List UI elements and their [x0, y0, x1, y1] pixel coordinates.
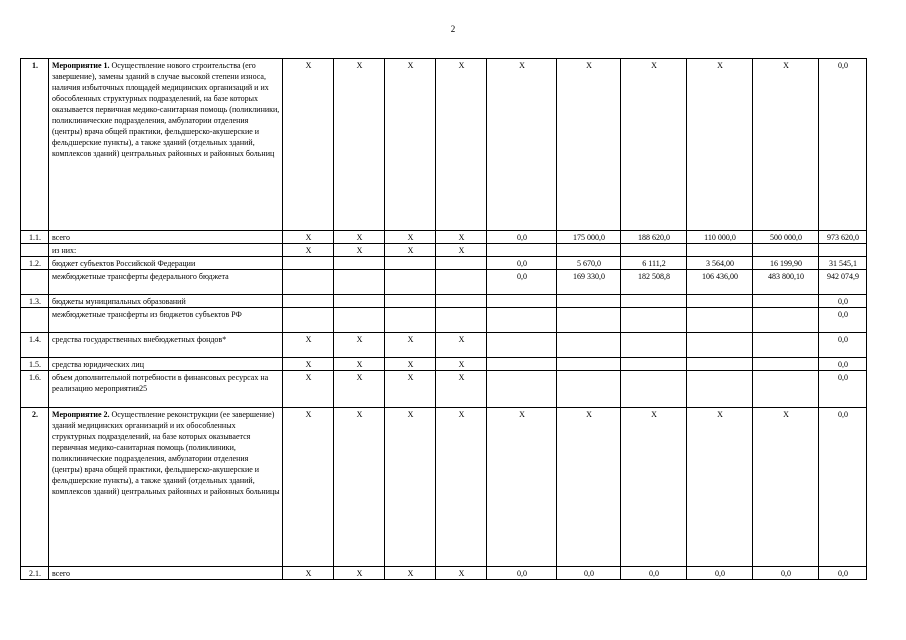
table-cell: [283, 270, 334, 295]
row-name: [49, 333, 283, 358]
table-cell: X: [436, 244, 487, 257]
table-cell: X: [283, 408, 334, 567]
row-name-text: межбюджетные трансферты федерального бюджета: [52, 272, 229, 282]
row-name: [49, 231, 283, 244]
table-cell: X: [283, 231, 334, 244]
table-cell: [753, 244, 819, 257]
table-cell: [283, 308, 334, 333]
table-cell: [621, 371, 687, 408]
row-name: [49, 408, 283, 567]
table-cell: 0,0: [819, 308, 867, 333]
measure-title: Мероприятие 2.: [52, 410, 110, 420]
table-row: [21, 358, 867, 371]
table-cell: [487, 308, 557, 333]
row-name: [49, 270, 283, 295]
table-cell: X: [687, 408, 753, 567]
table-cell: 0,0: [557, 567, 621, 580]
table-cell: [487, 358, 557, 371]
financing-table: [20, 58, 867, 580]
table-row: [21, 257, 867, 270]
row-name-text: Осуществление нового строительства (его завершение), замены зданий в случае высокой степени износа, наличия избыточных площадей медицинских организаций и их обособленных структурных подразделений, на базе которых оказывается первичная медико-санитарная помощь (поликлиники, поликлинические подразделения, амбулатории отделения (центры) врача общей практики, фельдшерско-акушерские и фельдшерские пункты), а также зданий (отдельных зданий, комплексов зданий) центральных районных и районных больниц: [52, 61, 280, 159]
table-row: [21, 371, 867, 408]
table-cell: [487, 333, 557, 358]
table-cell: [621, 295, 687, 308]
row-name-text: из них:: [52, 246, 77, 256]
table-cell: [283, 295, 334, 308]
table-cell: X: [621, 408, 687, 567]
row-name-text: средства юридических лиц: [52, 360, 144, 370]
table-cell: 0,0: [819, 59, 867, 231]
table-cell: X: [621, 59, 687, 231]
table-cell: X: [436, 358, 487, 371]
table-cell: [687, 371, 753, 408]
row-number: 1.5.: [21, 358, 49, 371]
table-cell: [487, 295, 557, 308]
table-cell: 31 545,1: [819, 257, 867, 270]
row-number: [21, 270, 49, 295]
row-number: 1.3.: [21, 295, 49, 308]
table-cell: X: [385, 59, 436, 231]
table-cell: [687, 333, 753, 358]
table-row: [21, 295, 867, 308]
table-cell: X: [557, 59, 621, 231]
table-cell: X: [487, 59, 557, 231]
row-name-text: бюджет субъектов Российской Федерации: [52, 259, 196, 269]
row-name: [49, 308, 283, 333]
table-cell: 16 199,90: [753, 257, 819, 270]
table-row: [21, 231, 867, 244]
table-cell: X: [385, 408, 436, 567]
table-row: [21, 333, 867, 358]
table-cell: X: [283, 358, 334, 371]
table-cell: [385, 308, 436, 333]
table-cell: [487, 244, 557, 257]
table-cell: 942 074,9: [819, 270, 867, 295]
table-cell: X: [687, 59, 753, 231]
table-cell: X: [334, 59, 385, 231]
table-cell: 0,0: [819, 408, 867, 567]
table-cell: X: [385, 244, 436, 257]
table-cell: [819, 244, 867, 257]
table-cell: X: [436, 333, 487, 358]
table-cell: [334, 308, 385, 333]
table-cell: 175 000,0: [557, 231, 621, 244]
table-cell: [621, 333, 687, 358]
table-cell: X: [753, 408, 819, 567]
table-row: [21, 408, 867, 567]
table-row: [21, 270, 867, 295]
table-cell: X: [436, 59, 487, 231]
table-cell: [557, 333, 621, 358]
table-cell: 110 000,0: [687, 231, 753, 244]
table-cell: [334, 295, 385, 308]
table-cell: X: [436, 567, 487, 580]
row-name: [49, 567, 283, 580]
table-cell: [753, 371, 819, 408]
row-name: [49, 257, 283, 270]
table-cell: 182 508,8: [621, 270, 687, 295]
row-name-text: Осуществление реконструкции (ее завершение) зданий медицинских организаций и их обособленных структурных подразделений, на базе которых оказывается первичная медико-санитарная помощь (поликлиники, поликлинические подразделения, амбулатории отделения (центры) врача общей практики, фельдшерско-акушерские и фельдшерские пункты), а также зданий (отдельных зданий, комплексов зданий) центральных районных и районных больницы: [52, 410, 280, 497]
row-name: [49, 244, 283, 257]
table-row: [21, 567, 867, 580]
table-cell: [753, 308, 819, 333]
table-cell: 106 436,00: [687, 270, 753, 295]
table-cell: X: [436, 371, 487, 408]
table-cell: 0,0: [487, 270, 557, 295]
table-cell: [557, 308, 621, 333]
table-cell: [283, 257, 334, 270]
row-name-text: всего: [52, 569, 71, 579]
row-name-text: бюджеты муниципальных образований: [52, 297, 186, 307]
row-name: [49, 371, 283, 408]
table-cell: 0,0: [621, 567, 687, 580]
table-cell: 0,0: [487, 567, 557, 580]
table-cell: 5 670,0: [557, 257, 621, 270]
table-cell: [487, 371, 557, 408]
table-cell: [753, 333, 819, 358]
row-name-text: всего: [52, 233, 71, 242]
row-name-text: межбюджетные трансферты из бюджетов субъектов РФ: [52, 310, 242, 320]
table-cell: X: [436, 408, 487, 567]
table-cell: [436, 308, 487, 333]
row-number: 1.1.: [21, 231, 49, 244]
table-cell: X: [487, 408, 557, 567]
table-cell: X: [385, 333, 436, 358]
table-cell: X: [385, 358, 436, 371]
table-cell: [687, 244, 753, 257]
table-cell: [687, 308, 753, 333]
table-cell: [621, 308, 687, 333]
table-cell: X: [385, 231, 436, 244]
table-cell: X: [334, 371, 385, 408]
table-cell: 0,0: [819, 333, 867, 358]
table-cell: X: [334, 567, 385, 580]
table-cell: [557, 371, 621, 408]
table-cell: 973 620,0: [819, 231, 867, 244]
table-cell: X: [283, 244, 334, 257]
table-cell: [436, 295, 487, 308]
page-number: 2: [450, 24, 456, 34]
table-cell: [436, 257, 487, 270]
table-cell: X: [334, 231, 385, 244]
row-number: 1.4.: [21, 333, 49, 358]
measure-title: Мероприятие 1.: [52, 61, 110, 70]
table-cell: X: [436, 231, 487, 244]
row-name-text: объем дополнительной потребности в финансовых ресурсах на реализацию мероприятия25: [52, 373, 269, 394]
table-cell: [687, 358, 753, 371]
table-cell: X: [385, 567, 436, 580]
table-cell: 6 111,2: [621, 257, 687, 270]
table-cell: 0,0: [819, 295, 867, 308]
table-cell: [621, 358, 687, 371]
row-name-text: средства государственных внебюджетных фондов*: [52, 335, 227, 345]
row-number: 1.: [21, 59, 49, 231]
table-cell: [385, 295, 436, 308]
row-number: 1.2.: [21, 257, 49, 270]
row-name: [49, 358, 283, 371]
table-cell: [621, 244, 687, 257]
table-cell: 3 564,00: [687, 257, 753, 270]
table-cell: [557, 295, 621, 308]
row-name: [49, 59, 283, 231]
table-cell: 0,0: [819, 371, 867, 408]
row-number: 1.6.: [21, 371, 49, 408]
row-number: 2.1.: [21, 567, 49, 580]
table-cell: X: [334, 244, 385, 257]
table-cell: [753, 358, 819, 371]
table-cell: 0,0: [487, 257, 557, 270]
table-cell: 0,0: [487, 231, 557, 244]
table-cell: [753, 295, 819, 308]
table-cell: X: [283, 567, 334, 580]
table-cell: X: [557, 408, 621, 567]
table-cell: X: [334, 358, 385, 371]
table-cell: [436, 270, 487, 295]
table-cell: X: [334, 333, 385, 358]
row-name: [49, 295, 283, 308]
table-cell: [334, 270, 385, 295]
table-row: [21, 308, 867, 333]
table-cell: [557, 244, 621, 257]
row-number: [21, 244, 49, 257]
table-cell: [557, 358, 621, 371]
table-cell: X: [283, 59, 334, 231]
table-cell: 0,0: [819, 358, 867, 371]
table-cell: [385, 257, 436, 270]
table-cell: 0,0: [819, 567, 867, 580]
table-cell: X: [283, 333, 334, 358]
table-cell: X: [753, 59, 819, 231]
table-cell: 0,0: [687, 567, 753, 580]
table-cell: X: [283, 371, 334, 408]
table-cell: [687, 295, 753, 308]
table-cell: 500 000,0: [753, 231, 819, 244]
table-cell: [334, 257, 385, 270]
table-row: [21, 59, 867, 231]
table-cell: 169 330,0: [557, 270, 621, 295]
table-cell: 188 620,0: [621, 231, 687, 244]
table-cell: [385, 270, 436, 295]
table-cell: X: [385, 371, 436, 408]
table-cell: 483 800,10: [753, 270, 819, 295]
row-number: 2.: [21, 408, 49, 567]
row-number: [21, 308, 49, 333]
table-row: [21, 244, 867, 257]
table-cell: 0,0: [753, 567, 819, 580]
table-cell: X: [334, 408, 385, 567]
